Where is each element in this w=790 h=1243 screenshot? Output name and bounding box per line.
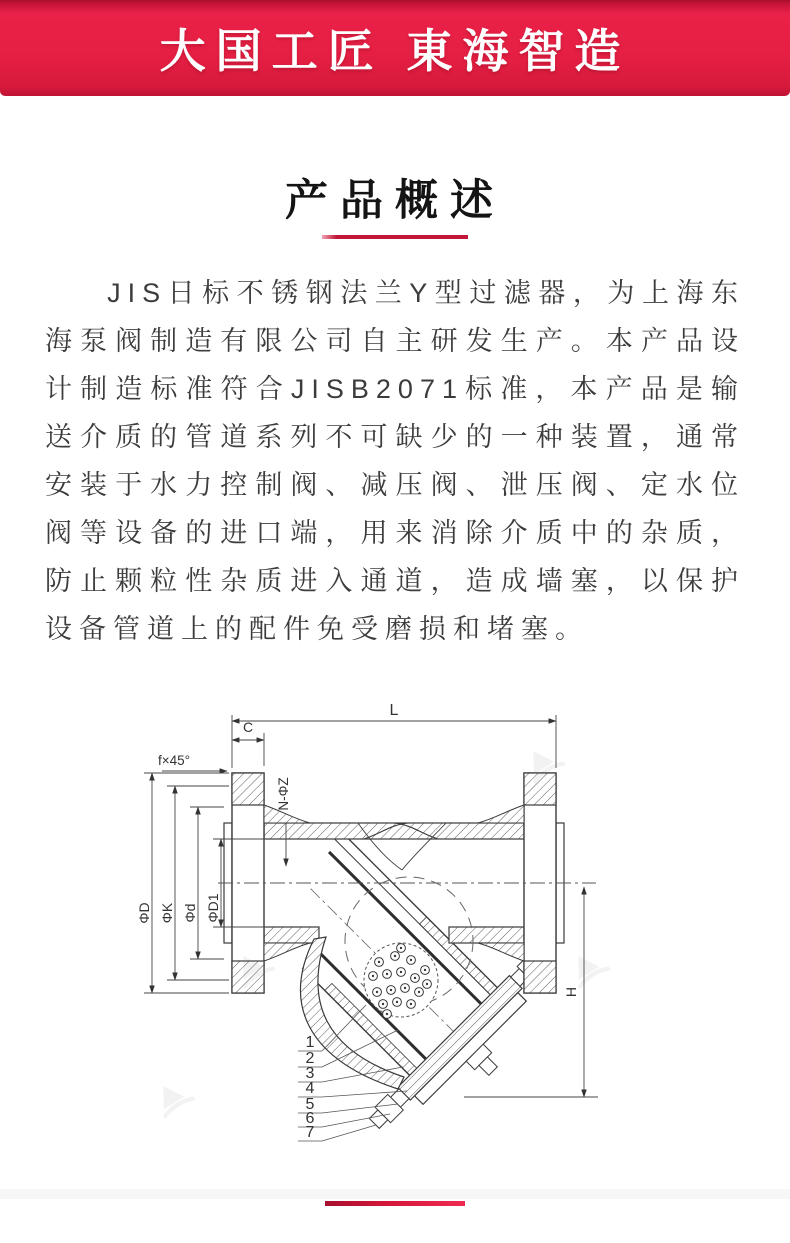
dim-label-chamfer: C [242, 719, 254, 735]
section-title: 产品概述 [285, 177, 505, 225]
dim-label-raised-face: Φd [182, 903, 198, 923]
overview-paragraph: JIS日标不锈钢法兰Y型过滤器，为上海东海泵阀制造有限公司自主研发生产。本产品设计制造标准符合JISB2071标准，本产品是输送介质的管道系列不可缺少的一种装置，通常安装于水力控制阀、减压阀、泄压阀、定水位阀等设备的进口端，用来消除介质中的杂质，防止颗粒性杂质进入通道，造成墙塞，以保护设备管道上的配件免受磨损和堵塞。 [45, 278, 745, 644]
y-strainer-diagram [114, 673, 676, 1158]
part-number-6: 6 [305, 1110, 315, 1127]
dim-label-face-chamfer: f×45° [158, 753, 191, 768]
part-number-3: 3 [305, 1065, 315, 1082]
title-underline [322, 235, 468, 239]
dim-label-bolt-circle: ΦK [159, 902, 175, 924]
dim-label-height: H [563, 986, 579, 998]
part-number-7: 7 [305, 1124, 315, 1141]
footer-divider [325, 1201, 465, 1206]
part-number-5: 5 [305, 1096, 315, 1113]
dim-label-length: L [389, 702, 399, 719]
footer-band [0, 1189, 790, 1199]
top-banner [0, 0, 790, 96]
part-number-4: 4 [305, 1080, 315, 1097]
part-number-1: 1 [305, 1034, 315, 1051]
dim-label-bore: ΦD1 [205, 893, 221, 923]
dim-label-flange-od: ΦD [136, 902, 152, 924]
part-number-2: 2 [305, 1050, 315, 1067]
dim-label-bolt-holes: N-ΦZ [276, 777, 291, 811]
y-strainer-figure [114, 673, 676, 1163]
banner-title: 大国工匠 東海智造 [159, 25, 631, 77]
